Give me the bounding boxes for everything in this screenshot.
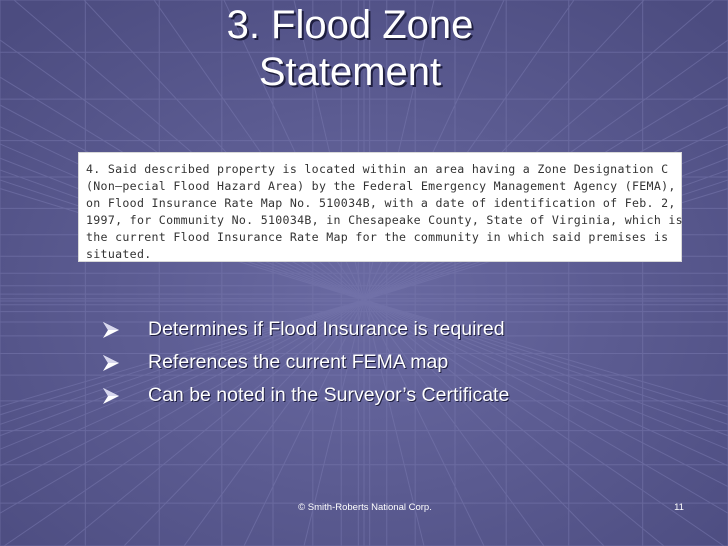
excerpt-line: the current Flood Insurance Rate Map for the community in which said premises is <box>86 230 669 244</box>
excerpt-line: (Non—pecial Flood Hazard Area) by the Federal Emergency Management Agency (FEMA), <box>86 179 676 193</box>
slide-title <box>150 2 550 96</box>
bullet-list <box>102 316 509 415</box>
arrow-bullet-icon <box>102 354 120 372</box>
bullet-text: References the current FEMA map <box>148 351 449 373</box>
bullet-text: Determines if Flood Insurance is required <box>148 318 505 340</box>
slide-title-line-1: 3. Flood Zone <box>226 3 474 47</box>
excerpt-line: 4. Said described property is located within an area having a Zone Designation C <box>86 162 669 176</box>
arrow-bullet-icon <box>102 387 120 405</box>
bullet-text: Can be noted in the Surveyor’s Certificate <box>148 384 510 406</box>
page-number: 11 <box>674 502 684 513</box>
slide-title-line-2: Statement <box>258 50 442 94</box>
excerpt-line: situated. <box>86 247 152 261</box>
bullet-item <box>102 382 509 415</box>
excerpt-line: on Flood Insurance Rate Map No. 510034B, with a date of identification of Feb. 2, <box>86 196 676 210</box>
excerpt-line: 1997, for Community No. 510034B, in Chesapeake County, State of Virginia, which is <box>86 213 683 227</box>
bullet-item <box>102 349 509 382</box>
bullet-item <box>102 316 509 349</box>
footer-copyright: © Smith-Roberts National Corp. <box>298 502 432 513</box>
arrow-bullet-icon <box>102 321 120 339</box>
legal-description-excerpt <box>78 152 682 262</box>
